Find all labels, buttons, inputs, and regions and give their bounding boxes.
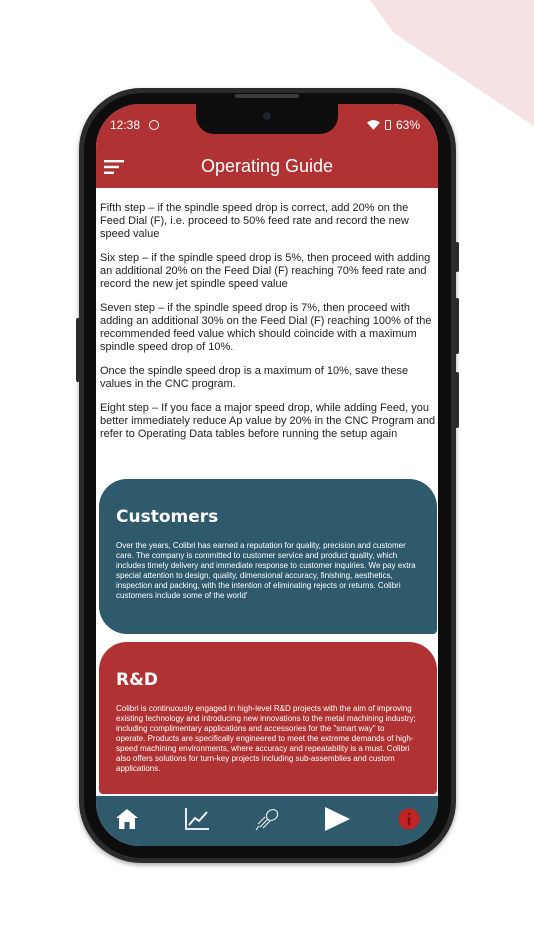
chart-icon [185,808,209,830]
guide-step: Eight step – If you face a major speed drop, while adding Feed, you better immediately reduce Ap value by 20% in the CNC Program and refer to Operating Data tables before running the setup again [100,402,436,440]
customers-title: Customers [116,507,219,527]
phone-speaker [235,94,299,98]
page-title: Operating Guide [200,156,334,176]
front-camera [261,110,273,122]
content-scroll[interactable] [96,188,438,794]
operating-guide-text [100,202,436,452]
phone-side-button [76,318,80,382]
wifi-icon [367,120,380,130]
nav-chart[interactable] [184,806,210,832]
status-indicator-icon [149,120,159,130]
guide-step: Seven step – if the spindle speed drop is 7%, then proceed with adding an additional 30% on the Feed Dial (F) reaching 100% of the recommended feed value which should coincide with a maximum spindle speed drop of 10%. [100,302,432,353]
nav-spindle[interactable] [255,806,281,832]
rd-card[interactable] [99,642,437,794]
battery-icon [385,120,391,130]
rd-text: Colibri is continuously engaged in high-level R&D projects with the aim of improving existing technology and introducing new innovations to the metal machining industry; including complimentary applications and accessories for the "smart way" to operate. Products are specifically engineered to meet the extreme demands of high-speed machining environments, where accuracy and repeatability is a must. Colibri also offers solutions for turn-key projects including sub-assemblies and custom applications. [116,704,416,773]
nav-home[interactable] [114,806,140,832]
phone-side-button [455,298,459,354]
bottom-nav [96,796,438,846]
guide-step: Once the spindle speed drop is a maximum of 10%, save these values in the CNC program. [100,365,409,390]
status-time: 12:38 [110,118,141,132]
app-screen [96,104,438,846]
status-right [367,118,420,132]
guide-step: Fifth step – if the spindle speed drop is correct, add 20% on the Feed Dial (F), i.e. proceed to 50% feed rate and record the new speed value [100,202,409,240]
phone-side-button [455,372,459,428]
battery-level: 63% [395,118,420,132]
spindle-icon [255,807,281,831]
nav-info[interactable] [396,806,422,832]
nav-play[interactable] [324,806,350,832]
info-icon [398,808,420,830]
play-icon [324,807,350,831]
guide-step: Six step – if the spindle speed drop is 5%, then proceed with adding an additional 20% on the Feed Dial (F) reaching 70% feed rate and record the new jet spindle speed value [100,252,431,290]
customers-card[interactable] [99,479,437,634]
customers-text: Over the years, Colibri has earned a reputation for quality, precision and customer care. The company is committed to customer service and product quality, which includes timely delivery and immediate response to customer inquiries. We pay extra special attention to design, quality, dimensional accuracy, finishing, aesthetics, inspection and packing, with the intention of eliminating rejects or returns. Colibri customers include some of the world' [116,541,416,600]
home-icon [116,809,138,829]
rd-title: R&D [116,670,159,690]
phone-side-button [455,242,459,272]
